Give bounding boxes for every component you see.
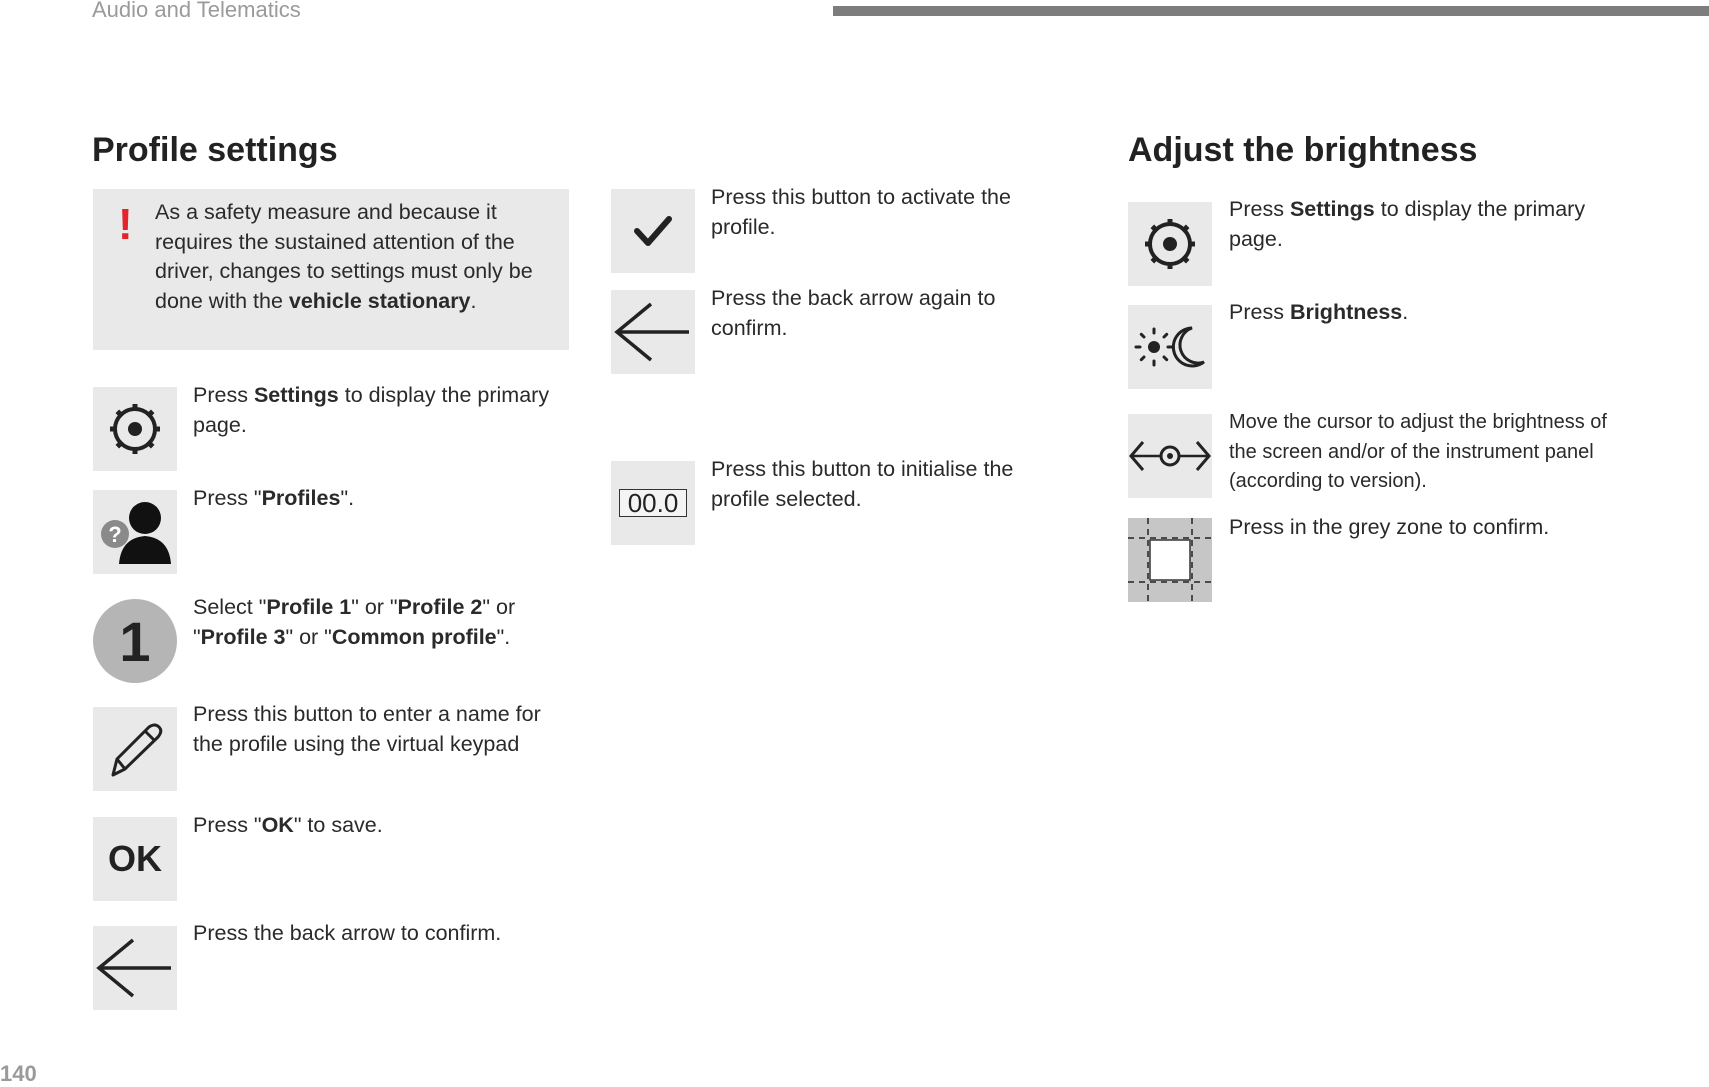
back-arrow-icon bbox=[93, 926, 177, 1010]
back-arrow-icon bbox=[611, 290, 695, 374]
gear-icon bbox=[1140, 214, 1200, 274]
profiles-button-image bbox=[93, 490, 177, 574]
safety-warning-text: As a safety measure and because it requires the sustained attention of the driver, changes to settings must only be done with the vehicle stationary. bbox=[155, 200, 533, 313]
warning-icon: ! bbox=[118, 200, 133, 249]
ok-icon: OK bbox=[108, 838, 162, 879]
counter-icon: 00.0 bbox=[619, 489, 688, 517]
page-number: 140 bbox=[0, 1061, 37, 1086]
step-press-brightness: Press Brightness. bbox=[1229, 300, 1409, 324]
step-press-profiles: Press "Profiles". bbox=[193, 486, 355, 510]
step-brightness-settings: Press Settings to display the primary page. bbox=[1229, 197, 1586, 251]
help-question-mark: ? bbox=[108, 522, 122, 547]
settings-button-image bbox=[93, 387, 177, 471]
number-one-icon bbox=[93, 599, 177, 683]
step-back-again: Press the back arrow again to confirm. bbox=[711, 286, 996, 340]
pencil-icon bbox=[103, 717, 167, 781]
back-again-button-image bbox=[611, 290, 695, 374]
grey-zone-icon bbox=[1128, 518, 1212, 602]
step-select-profile: Select "Profile 1" or "Profile 2" or "Profile 3" or "Common profile". bbox=[193, 595, 516, 649]
step-press-ok: Press "OK" to save. bbox=[193, 813, 383, 837]
header-bar bbox=[833, 6, 1709, 16]
profile-settings-heading: Profile settings bbox=[92, 131, 338, 169]
activate-button-image bbox=[611, 189, 695, 273]
step-back-confirm: Press the back arrow to confirm. bbox=[193, 921, 502, 945]
step-activate-profile: Press this button to activate the profile. bbox=[711, 185, 1011, 239]
step-grey-zone-confirm: Press in the grey zone to confirm. bbox=[1229, 515, 1550, 539]
back-button-image bbox=[93, 926, 177, 1010]
brightness-settings-button-image bbox=[1128, 202, 1212, 286]
initialise-button-image bbox=[611, 461, 695, 545]
step-enter-name: Press this button to enter a name for the profile using the virtual keypad bbox=[193, 702, 541, 756]
number-one-image bbox=[93, 599, 177, 683]
gear-icon bbox=[105, 399, 165, 459]
slider-button-image bbox=[1128, 414, 1212, 498]
checkmark-icon bbox=[631, 209, 675, 253]
ok-button-image bbox=[93, 817, 177, 901]
rename-button-image bbox=[93, 707, 177, 791]
step-initialise-profile: Press this button to initialise the profile selected. bbox=[711, 457, 1014, 511]
brightness-heading: Adjust the brightness bbox=[1128, 131, 1478, 169]
profile-help-icon bbox=[93, 490, 177, 574]
grey-zone-button-image bbox=[1128, 518, 1212, 602]
step-press-settings: Press Settings to display the primary page. bbox=[193, 383, 550, 437]
brightness-button-image bbox=[1128, 305, 1212, 389]
slider-cursor-icon bbox=[1128, 414, 1212, 498]
number-one-label: 1 bbox=[119, 610, 151, 673]
sun-moon-icon bbox=[1132, 322, 1208, 372]
step-move-cursor: Move the cursor to adjust the brightness of the screen and/or of the instrument panel (according to version). bbox=[1229, 411, 1607, 492]
running-header: Audio and Telematics bbox=[92, 0, 301, 22]
